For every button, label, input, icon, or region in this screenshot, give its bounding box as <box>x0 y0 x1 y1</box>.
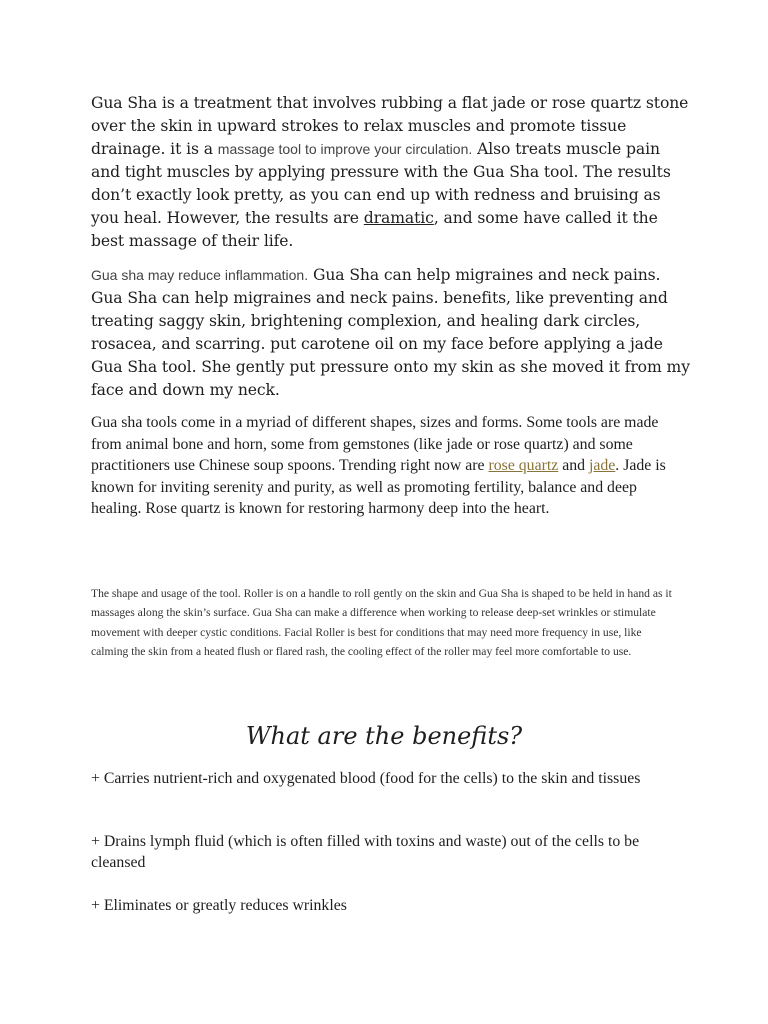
benefit-item-2: + Drains lymph fluid (which is often filled with toxins and waste) out of the cells to be cleansed <box>91 833 640 871</box>
intro-text-part-3: , and some have called it the best massage of their life. <box>91 209 658 250</box>
benefit-item-1: + Carries nutrient-rich and oxygenated blood (food for the cells) to the skin and tissues <box>91 770 641 787</box>
rose-quartz-link[interactable]: rose quartz <box>488 457 559 474</box>
tools-text-part-1: Gua sha tools come in a myriad of different shapes, sizes and forms. Some tools are made from animal bone and horn, some from gemstones (like jade or rose quartz) and some practitioners use Chinese soup spoons. Trending right now are <box>91 414 659 474</box>
inflammation-sans-lead: Gua sha may reduce inflammation. <box>91 267 309 283</box>
intro-paragraph <box>91 92 691 253</box>
jade-link[interactable]: jade <box>588 457 616 474</box>
benefits-heading: What are the benefits? <box>245 722 523 750</box>
benefit-item-3: + Eliminates or greatly reduces wrinkles <box>91 897 347 914</box>
intro-text-part-2: Also treats muscle pain and tight muscles by applying pressure with the Gua Sha tool. The results don’t exactly look pretty, as you can end up with redness and bruising as you heal. However, the results are <box>91 140 671 227</box>
intro-text-sans-highlight: massage tool to improve your circulation. <box>217 141 473 157</box>
tools-text-part-2: . Jade is known for inviting serenity and purity, as well as promoting fertility, balance and deep healing. Rose quartz is known for restoring harmony deep into the heart. <box>91 457 666 517</box>
dramatic-underlined-word: dramatic <box>363 209 434 227</box>
intro-text-part-1: Gua Sha is a treatment that involves rubbing a flat jade or rose quartz stone over the skin in upward strokes to relax muscles and promote tissue drainage. it is a <box>91 94 689 158</box>
tools-paragraph <box>91 412 681 520</box>
inflammation-paragraph <box>91 264 691 402</box>
tools-text-and: and <box>558 457 589 474</box>
inflammation-text: Gua Sha can help migraines and neck pains. Gua Sha can help migraines and neck pains. benefits, like preventing and treating saggy skin, brightening complexion, and healing dark circles, rosacea, and scarring. put carotene oil on my face before applying a jade Gua Sha tool. She gently put pressure onto my skin as she moved it from my face and down my neck. <box>91 266 690 399</box>
shape-usage-paragraph: The shape and usage of the tool. Roller is on a handle to roll gently on the skin and Gua Sha is shaped to be held in hand as it massages along the skin’s surface. Gua Sha can make a difference when working to release deep-set wrinkles or stimulate movement with deeper cystic conditions. Facial Roller is best for conditions that may need more frequency in use, like calming the skin from a heated flush or flared rash, the cooling effect of the roller may feel more comfortable to use. <box>91 587 672 659</box>
